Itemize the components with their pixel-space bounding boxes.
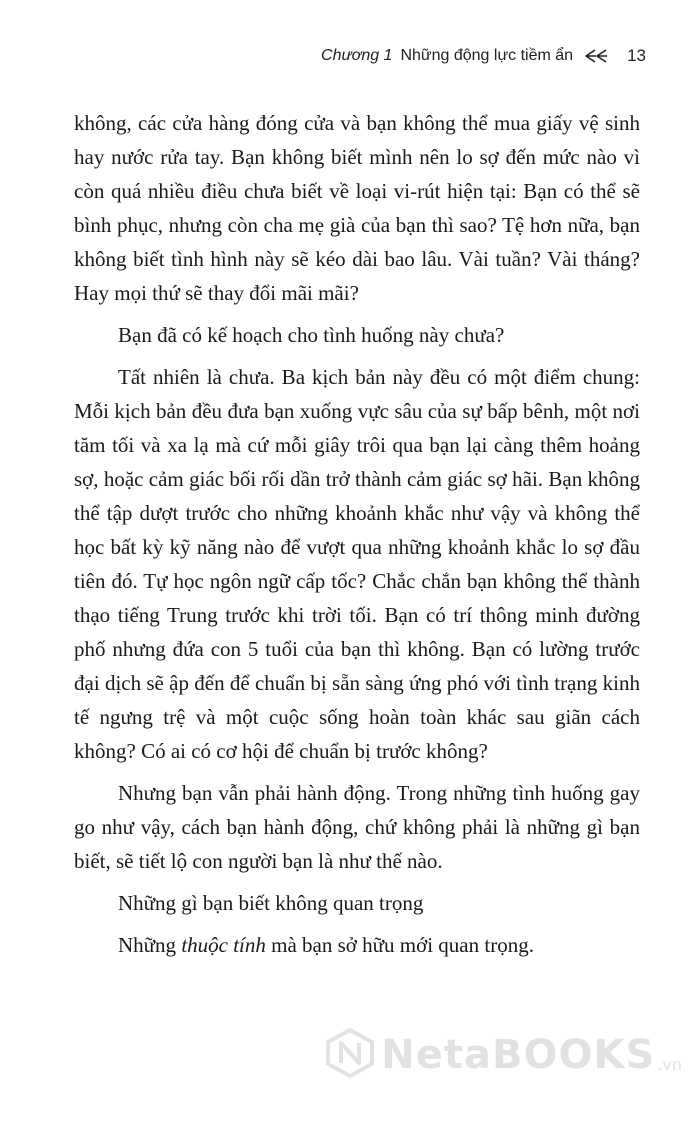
neta-logo-icon bbox=[325, 1028, 375, 1082]
watermark bbox=[325, 1028, 682, 1082]
page-number: 13 bbox=[627, 46, 646, 65]
paragraph-attributes-start: Những bbox=[118, 933, 182, 957]
paragraph-attributes bbox=[74, 928, 640, 962]
paragraph-action: Nhưng bạn vẫn phải hành động. Trong những tình huống gay go như vậy, cách bạn hành động, chứ không phải là những gì bạn biết, sẽ tiết lộ con người bạn là như thế nào. bbox=[74, 781, 640, 873]
running-header bbox=[321, 46, 646, 66]
page-body bbox=[74, 106, 640, 970]
chapter-label: Chương 1 bbox=[321, 47, 393, 64]
paragraph-scenarios: Tất nhiên là chưa. Ba kịch bản này đều có một điểm chung: Mỗi kịch bản đều đưa bạn xuống vực sâu của sự bấp bênh, một nơi tăm tối và xa lạ mà cứ mỗi giây trôi qua bạn lại càng thêm hoảng sợ, hoặc cảm giác bối rối dần trở thành cảm giác sợ hãi. Bạn không thể tập dượt trước cho những khoảnh khắc như vậy và không thể học bất kỳ kỹ năng nào để vượt qua những khoảnh khắc lo sợ đầu tiên đó. Tự học ngôn ngữ cấp tốc? Chắc chắn bạn không thể thành thạo tiếng Trung trước khi trời tối. Bạn có trí thông minh đường phố nhưng đứa con 5 tuổi của bạn thì không. Bạn có lường trước đại dịch sẽ ập đến để chuẩn bị sẵn sàng ứng phó với tình trạng kinh tế ngưng trệ và một cuộc sống hoàn toàn khác sau giãn cách không? Có ai có cơ hội để chuẩn bị trước không? bbox=[74, 365, 640, 763]
emphasis-term: thuộc tính bbox=[181, 933, 266, 957]
paragraph-question: Bạn đã có kế hoạch cho tình huống này chưa? bbox=[118, 323, 505, 347]
double-chevron-left-icon bbox=[583, 48, 609, 64]
paragraph-continued: không, các cửa hàng đóng cửa và bạn không thể mua giấy vệ sinh hay nước rửa tay. Bạn không biết mình nên lo sợ đến mức nào vì còn quá nhiều điều chưa biết về loại vi-rút hiện tại: Bạn có thể sẽ bình phục, nhưng còn cha mẹ già của bạn thì sao? Tệ hơn nữa, bạn không biết tình hình này sẽ kéo dài bao lâu. Vài tuần? Vài tháng? Hay mọi thứ sẽ thay đổi mãi mãi? bbox=[74, 111, 640, 305]
chapter-title: Những động lực tiềm ẩn bbox=[400, 47, 574, 64]
watermark-suffix: .vn bbox=[657, 1055, 682, 1074]
paragraph-attributes-end: mà bạn sở hữu mới quan trọng. bbox=[265, 933, 534, 957]
paragraph-knowledge: Những gì bạn biết không quan trọng bbox=[118, 891, 424, 915]
watermark-brand: NetaBOOKS bbox=[381, 1032, 656, 1078]
